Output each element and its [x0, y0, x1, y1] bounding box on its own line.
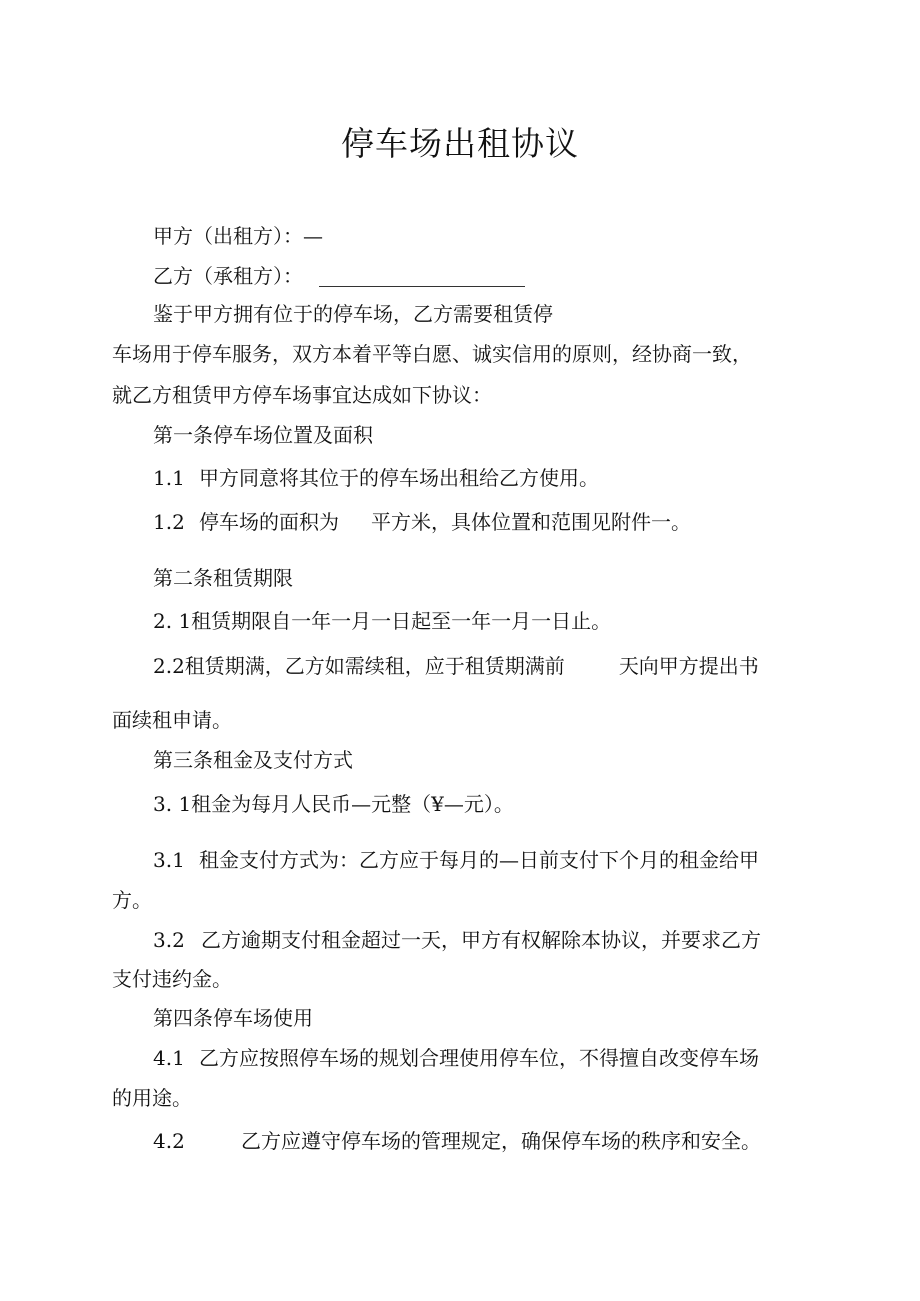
- clause-2-2-cont: 面续租申请。: [112, 708, 232, 732]
- clause-number: 1.1: [153, 466, 185, 490]
- clause-3-2: [153, 926, 761, 954]
- clause-1-2: [153, 508, 691, 536]
- party-b-line: [153, 262, 525, 290]
- clause-text: 乙方应遵守停车场的管理规定，确保停车场的秩序和安全。: [241, 1129, 761, 1153]
- clause-text: 租金支付方式为：乙方应于每月的—日前支付下个月的租金给甲: [199, 848, 759, 872]
- clause-number: 1.2: [153, 510, 185, 534]
- clause-2-2: [153, 652, 759, 680]
- clause-1-1: [153, 464, 599, 492]
- clause-3-2-cont: 支付违约金。: [112, 967, 232, 991]
- clause-text: 乙方逾期支付租金超过一天，甲方有权解除本协议，并要求乙方: [201, 928, 761, 952]
- party-a-line: 甲方（出租方）：—: [153, 224, 323, 248]
- preamble-line-1: 鉴于甲方拥有位于的停车场，乙方需要租赁停: [153, 302, 553, 326]
- clause-text: 平方米，具体位置和范围见附件一。: [371, 510, 691, 534]
- party-b-blank: [319, 268, 525, 287]
- article-2-heading: 第二条租赁期限: [153, 566, 293, 590]
- article-1-heading: 第一条停车场位置及面积: [153, 423, 373, 447]
- article-4-heading: 第四条停车场使用: [153, 1006, 313, 1030]
- clause-text: 天向甲方提出书: [618, 654, 759, 678]
- clause-number: 4.2: [153, 1129, 185, 1153]
- clause-4-1: [153, 1044, 759, 1072]
- preamble-line-2: 车场用于停车服务，双方本着平等白愿、诚实信用的原则，经协商一致，: [112, 342, 752, 366]
- clause-3-1-payment: [153, 846, 759, 874]
- clause-2-1: 2. 1租赁期限自一年一月一日起至一年一月一日止。: [153, 609, 612, 633]
- clause-4-1-cont: 的用途。: [112, 1086, 192, 1110]
- clause-3-1-cont: 方。: [112, 888, 152, 912]
- clause-3-1-amount: 3. 1租金为每月人民币—元整（¥—元）。: [153, 792, 514, 816]
- clause-text: 2.2租赁期满，乙方如需续租，应于租赁期满前: [153, 654, 565, 678]
- article-3-heading: 第三条租金及支付方式: [153, 748, 353, 772]
- document-title: 停车场出租协议: [341, 124, 579, 163]
- clause-number: 3.2: [153, 928, 185, 952]
- party-b-label: 乙方（承租方）：: [153, 264, 303, 288]
- clause-text: 甲方同意将其位于的停车场出租给乙方使用。: [199, 466, 599, 490]
- preamble-line-3: 就乙方租赁甲方停车场事宜达成如下协议：: [112, 383, 492, 407]
- clause-number: 3.1: [153, 848, 185, 872]
- clause-4-2: [153, 1127, 761, 1155]
- clause-number: 4.1: [153, 1046, 185, 1070]
- clause-text: 停车场的面积为: [199, 510, 339, 534]
- clause-text: 乙方应按照停车场的规划合理使用停车位，不得擅自改变停车场: [199, 1046, 759, 1070]
